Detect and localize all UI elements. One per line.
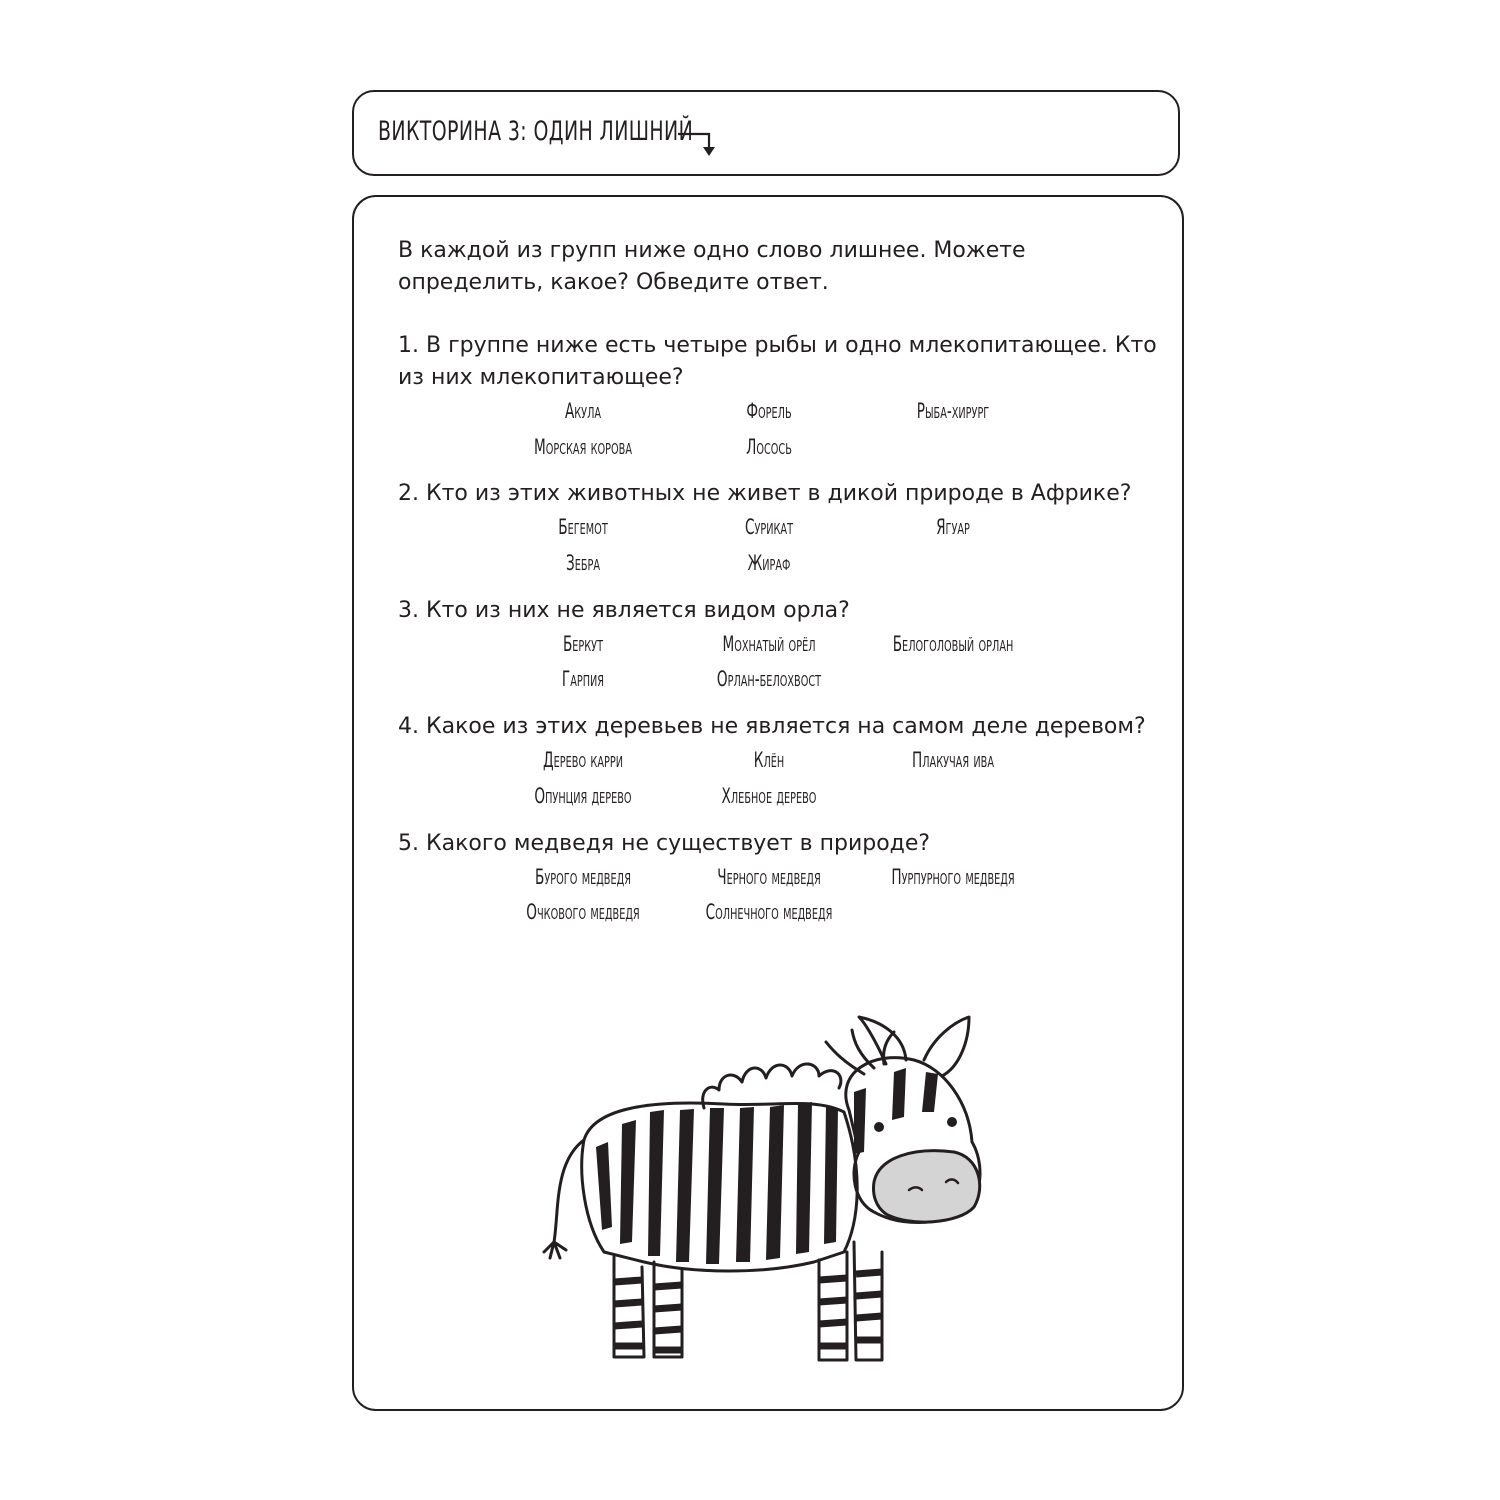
arrow-down-right-icon xyxy=(676,128,718,160)
question-5-text: 5. Какого медведя не существует в природе? xyxy=(398,831,931,856)
instructions: В каждой из групп ниже одно слово лишнее. Можете определить, какое? Обведите ответ. xyxy=(398,238,1026,295)
answer-option[interactable]: Дерево карри xyxy=(543,748,623,772)
answer-option[interactable]: Рыба-хирург xyxy=(916,399,990,423)
answer-option[interactable]: Черного медведя xyxy=(717,865,821,889)
answer-option[interactable]: Ягуар xyxy=(936,515,970,539)
answer-option[interactable]: Бурого медведя xyxy=(535,865,631,889)
answer-option[interactable]: Пурпурного медведя xyxy=(891,865,1015,889)
page-title: ВИКТОРИНА 3: ОДИН ЛИШНИЙ xyxy=(378,116,694,147)
answer-option[interactable]: Опунция дерево xyxy=(534,784,632,808)
answer-option[interactable]: Белоголовый орлан xyxy=(892,632,1014,656)
answer-option[interactable]: Плакучая ива xyxy=(912,748,994,772)
answer-option[interactable]: Клён xyxy=(753,748,785,772)
answer-option[interactable]: Морская корова xyxy=(533,435,633,459)
question-2-text: 2. Кто из этих животных не живет в дикой природе в Африке? xyxy=(398,481,1132,506)
answer-option[interactable]: Беркут xyxy=(562,632,604,656)
answer-option[interactable]: Лосось xyxy=(746,435,792,459)
zebra-illustration-icon xyxy=(514,1012,1014,1372)
quiz-panel xyxy=(352,195,1184,1411)
answer-option[interactable]: Гарпия xyxy=(561,667,605,691)
answer-option[interactable]: Акула xyxy=(564,399,602,423)
answer-option[interactable]: Мохнатый орёл xyxy=(722,632,816,656)
question-3-text: 3. Кто из них не является видом орла? xyxy=(398,598,850,623)
question-4-text: 4. Какое из этих деревьев не является на самом деле деревом? xyxy=(398,714,1146,739)
answer-option[interactable]: Жираф xyxy=(747,551,791,575)
header-box xyxy=(352,90,1180,176)
question-1-text: 1. В группе ниже есть четыре рыбы и одно млекопитающее. Кто из них млекопитающее? xyxy=(398,333,1157,390)
answer-option[interactable]: Очкового медведя xyxy=(526,900,640,924)
answer-option[interactable]: Хлебное дерево xyxy=(721,784,817,808)
answer-option[interactable]: Зебра xyxy=(565,551,601,575)
answer-option[interactable]: Бегемот xyxy=(558,515,608,539)
answer-option[interactable]: Орлан-белохвост xyxy=(716,667,822,691)
answer-option[interactable]: Сурикат xyxy=(744,515,794,539)
answer-option[interactable]: Солнечного медведя xyxy=(705,900,833,924)
answer-option[interactable]: Форель xyxy=(746,399,792,423)
